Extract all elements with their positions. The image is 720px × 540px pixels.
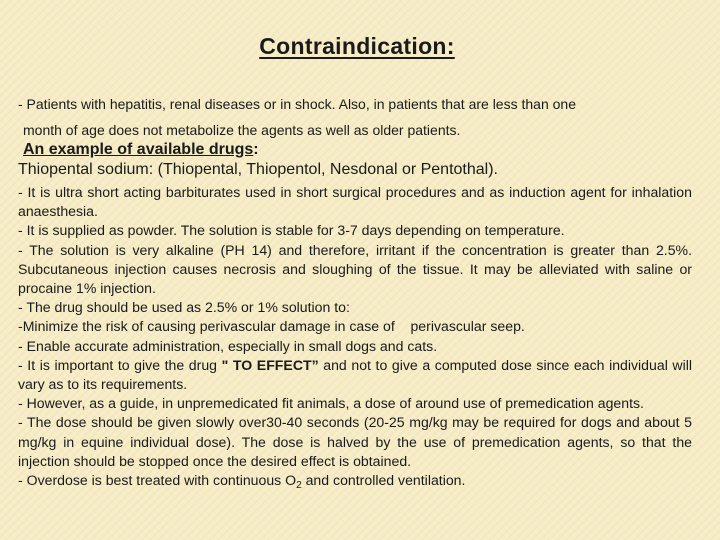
paragraph: -Minimize the risk of causing perivascular damage in case of perivascular seep. bbox=[18, 318, 525, 335]
paragraph: - However, as a guide, in unpremedicated fit animals, a dose of around use of premedication agents. bbox=[18, 395, 644, 412]
effect-text-after: and not to give a computed dose since each individual will vary as to its requirements. bbox=[18, 356, 692, 393]
example-heading-text: An example of available drugs bbox=[23, 141, 254, 158]
intro-line-1: - Patients with hepatitis, renal diseases or in shock. Also, in patients that are less than one bbox=[18, 96, 576, 112]
overdose-text-after: and controlled ventilation. bbox=[301, 472, 466, 489]
effect-paragraph bbox=[18, 356, 692, 394]
effect-text-before: - It is important to give the drug bbox=[18, 356, 222, 373]
paragraph: - The dose should be given slowly over30-40 seconds (20-25 mg/kg may be required for dogs and about 5 mg/kg in equine individual dose). The dose is halved by the use of premedication agents, so that the injection should be stopped once the desired effect is obtained. bbox=[18, 414, 692, 469]
drug-name-line: Thiopental sodium: (Thiopental, Thiopentol, Nesdonal or Pentothal). bbox=[18, 161, 498, 178]
paragraph: - Enable accurate administration, especially in small dogs and cats. bbox=[18, 337, 438, 354]
overdose-paragraph bbox=[18, 471, 692, 495]
example-heading-colon: : bbox=[253, 141, 259, 158]
paragraph: - It is supplied as powder. The solution is stable for 3-7 days depending on temperature. bbox=[18, 222, 565, 239]
example-heading bbox=[18, 140, 708, 160]
slide-title: Contraindication: bbox=[259, 33, 455, 59]
oxygen-subscript: 2 bbox=[296, 480, 302, 492]
drug-details bbox=[18, 183, 692, 495]
intro-line-2: month of age does not metabolize the agents as well as older patients. bbox=[23, 122, 461, 138]
paragraph: - It is ultra short acting barbiturates used in short surgical procedures and as induction agent for inhalation anaesthesia. bbox=[18, 184, 692, 220]
paragraph: - The drug should be used as 2.5% or 1% solution to: bbox=[18, 299, 350, 316]
paragraph: - The solution is very alkaline (PH 14) and therefore, irritant if the concentration is greater than 2.5%. Subcutaneous injection causes necrosis and sloughing of the tissue. It may be alleviated with saline or procaine 1% injection. bbox=[18, 241, 692, 297]
overdose-text-before: - Overdose is best treated with continuous O bbox=[18, 472, 297, 489]
effect-text-bold: " TO EFFECT” bbox=[221, 356, 319, 373]
example-block bbox=[18, 140, 708, 180]
contraindication-text bbox=[18, 91, 708, 143]
